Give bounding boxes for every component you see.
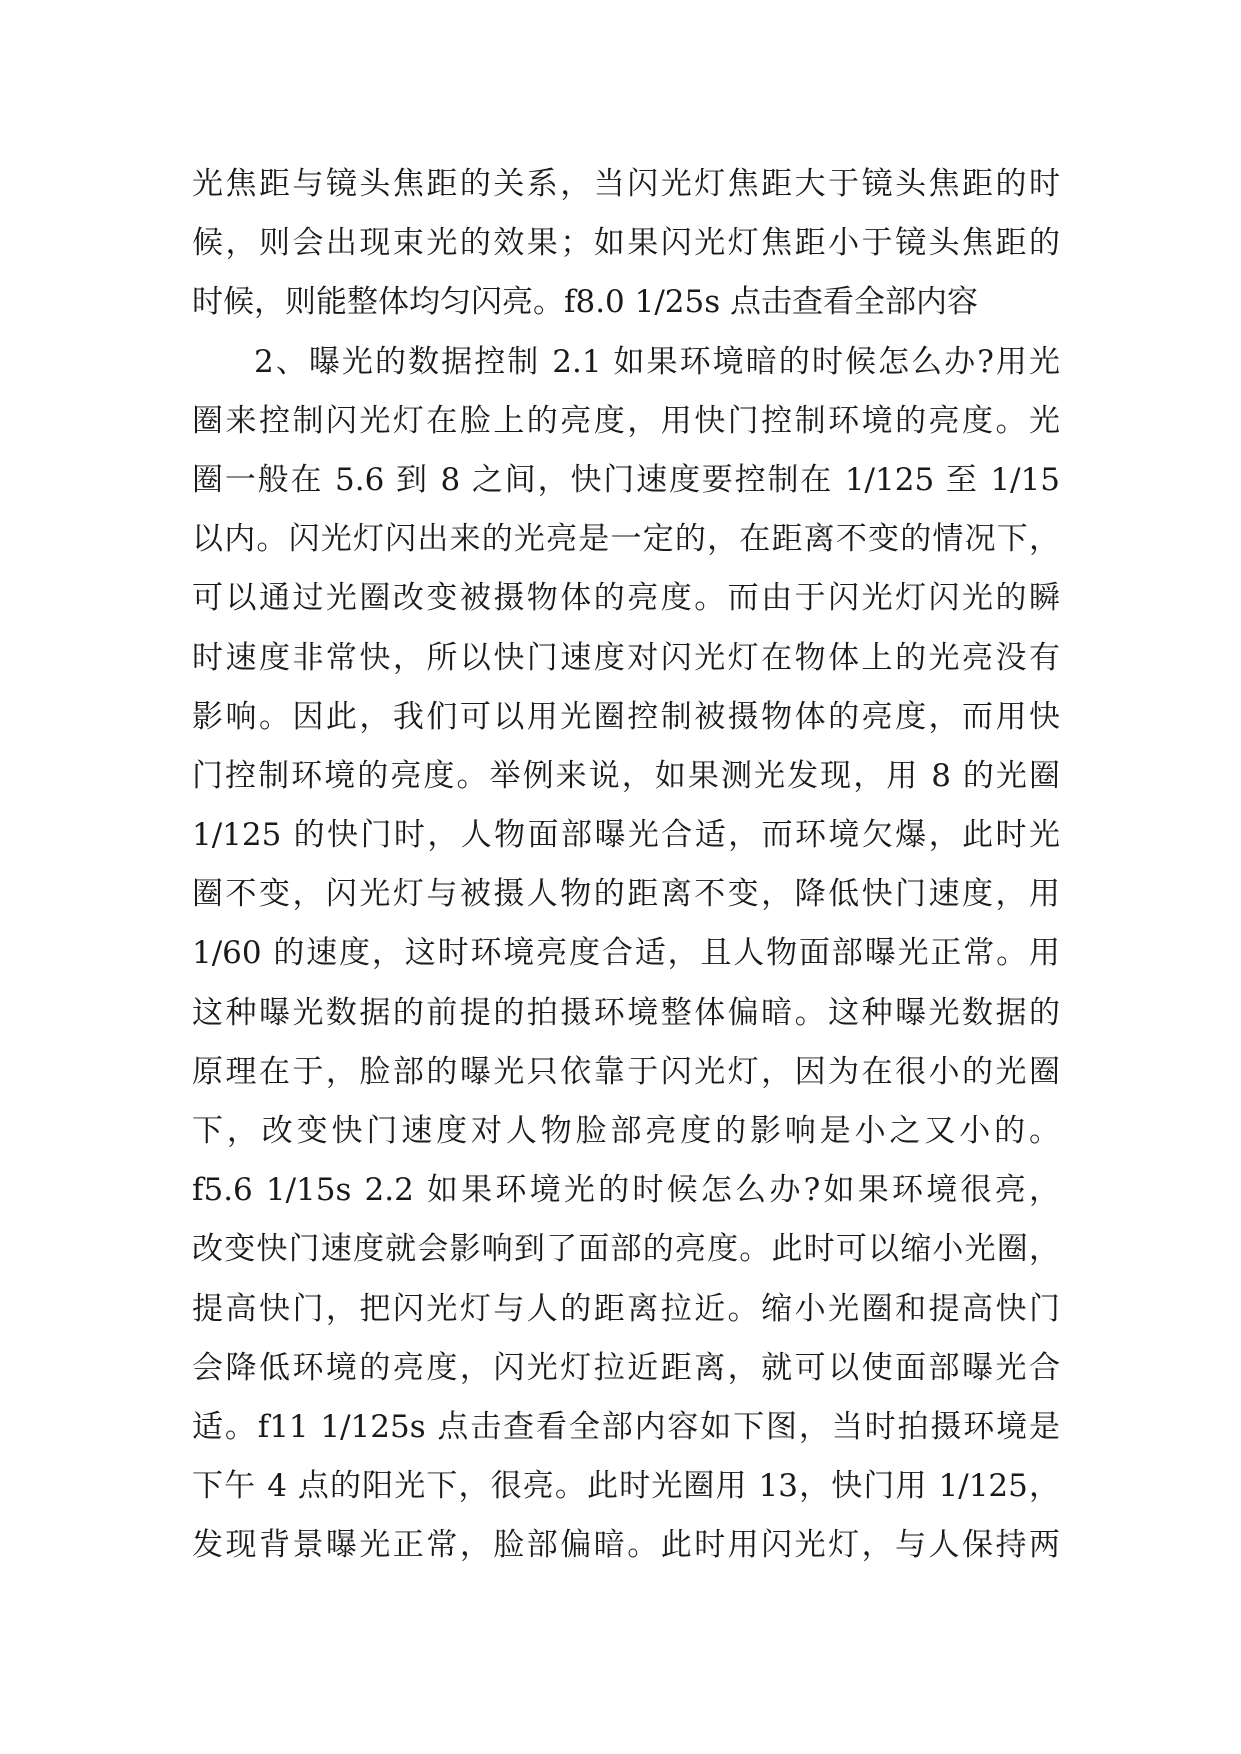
text-line: 时候，则能整体均匀闪亮。f8.0 1/25s 点击查看全部内容 <box>192 284 979 321</box>
text-line: 适。f11 1/125s 点击查看全部内容如下图，当时拍摄环境是 <box>192 1408 1060 1445</box>
text-line: 圈不变，闪光灯与被摄人物的距离不变，降低快门速度，用 <box>192 876 1060 913</box>
text-line: 影响。因此，我们可以用光圈控制被摄物体的亮度，而用快 <box>192 698 1060 735</box>
text-line: 圈一般在 5.6 到 8 之间，快门速度要控制在 1/125 至 1/15 <box>192 461 1060 498</box>
text-line: 光焦距与镜头焦距的关系，当闪光灯焦距大于镜头焦距的时 <box>192 166 1060 202</box>
text-line: 候，则会出现束光的效果；如果闪光灯焦距小于镜头焦距的 <box>192 225 1060 262</box>
text-line: 以内。闪光灯闪出来的光亮是一定的，在距离不变的情况下， <box>192 521 1060 558</box>
text-line: 原理在于，脸部的曝光只依靠于闪光灯，因为在很小的光圈 <box>192 1053 1060 1090</box>
text-line: 1/60 的速度，这时环境亮度合适，且人物面部曝光正常。用 <box>192 935 1060 972</box>
text-line: f5.6 1/15s 2.2 如果环境光的时候怎么办?如果环境很亮， <box>192 1172 1060 1209</box>
text-line: 时速度非常快，所以快门速度对闪光灯在物体上的光亮没有 <box>192 639 1060 676</box>
text-line: 2、曝光的数据控制 2.1 如果环境暗的时候怎么办?用光 <box>254 343 1060 380</box>
text-line: 改变快门速度就会影响到了面部的亮度。此时可以缩小光圈， <box>192 1231 1060 1268</box>
text-line: 1/125 的快门时，人物面部曝光合适，而环境欠爆，此时光 <box>192 817 1060 854</box>
text-line: 门控制环境的亮度。举例来说，如果测光发现，用 8 的光圈 <box>192 757 1060 794</box>
text-line: 下，改变快门速度对人物脸部亮度的影响是小之又小的。 <box>192 1113 1060 1149</box>
text-line: 这种曝光数据的前提的拍摄环境整体偏暗。这种曝光数据的 <box>192 994 1060 1031</box>
text-line: 会降低环境的亮度，闪光灯拉近距离，就可以使面部曝光合 <box>192 1349 1060 1386</box>
text-line: 圈来控制闪光灯在脸上的亮度，用快门控制环境的亮度。光 <box>192 402 1060 439</box>
text-line: 可以通过光圈改变被摄物体的亮度。而由于闪光灯闪光的瞬 <box>192 580 1060 617</box>
text-line: 提高快门，把闪光灯与人的距离拉近。缩小光圈和提高快门 <box>192 1290 1060 1327</box>
text-line: 下午 4 点的阳光下，很亮。此时光圈用 13，快门用 1/125， <box>192 1468 1060 1505</box>
body-text <box>192 155 1060 1576</box>
text-line: 发现背景曝光正常，脸部偏暗。此时用闪光灯，与人保持两 <box>192 1527 1060 1564</box>
